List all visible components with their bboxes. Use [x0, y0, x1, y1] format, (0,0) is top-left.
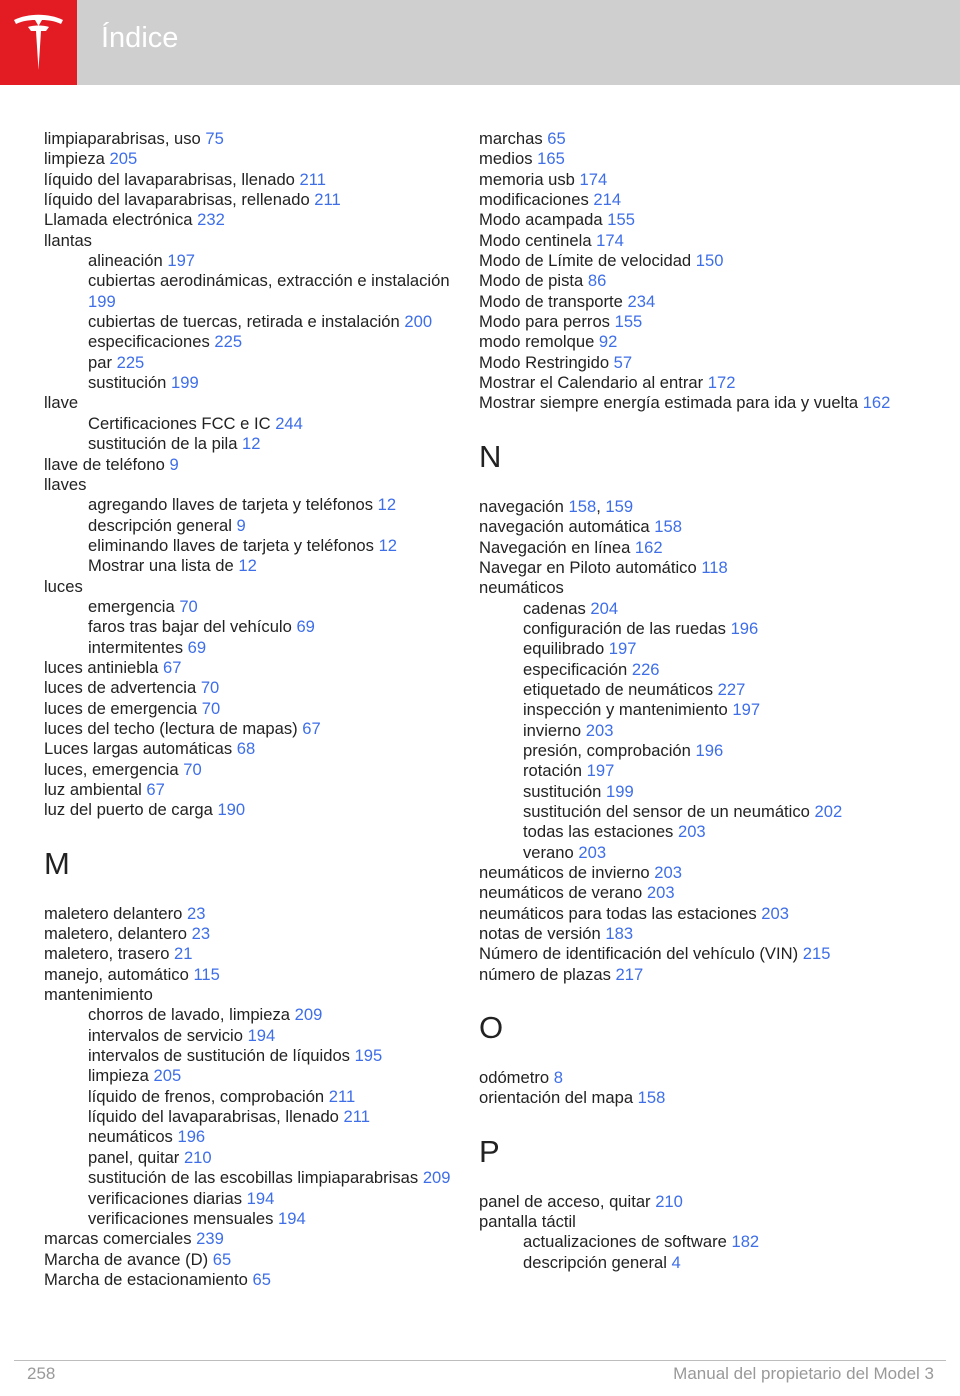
index-subentry: [44, 1148, 464, 1168]
index-entry: [479, 944, 899, 964]
page-reference-link[interactable]: 172: [707, 373, 736, 393]
index-term: cubiertas aerodinámicas, extracción e instalación: [88, 271, 450, 291]
index-entry: [479, 965, 899, 985]
index-section-heading: M: [44, 845, 70, 881]
index-subentry: [44, 516, 464, 536]
page-reference-link[interactable]: 65: [212, 1249, 232, 1269]
page-reference-link[interactable]: 23: [186, 903, 206, 923]
page-reference-link[interactable]: 203: [585, 720, 614, 740]
index-section-heading: O: [479, 1010, 504, 1046]
index-entry: [44, 1250, 464, 1270]
index-subentry: [44, 1209, 464, 1229]
page-reference-link[interactable]: 196: [177, 1127, 206, 1147]
page-reference-link[interactable]: 196: [695, 740, 724, 760]
index-term: especificaciones: [88, 332, 215, 352]
index-term: neumáticos: [479, 578, 564, 598]
index-term: neumáticos: [88, 1127, 178, 1147]
index-entry: [44, 210, 464, 230]
page-reference-link[interactable]: 8: [553, 1068, 563, 1088]
index-term: luz ambiental: [44, 780, 147, 799]
index-term: memoria usb: [479, 169, 580, 189]
page-reference-link[interactable]: 70: [200, 678, 220, 698]
page-reference-link[interactable]: 68: [236, 739, 256, 759]
index-term: intervalos de sustitución de líquidos: [88, 1046, 355, 1066]
index-term: luces antiniebla: [44, 657, 164, 677]
index-term: eliminando llaves de tarjeta y teléfonos: [88, 535, 379, 555]
index-term: invierno: [523, 720, 586, 740]
index-term: panel de acceso, quitar: [479, 1191, 656, 1211]
index-entry: [44, 149, 464, 169]
page-reference-link[interactable]: 197: [167, 251, 196, 271]
page-reference-link[interactable]: 197: [732, 700, 761, 720]
index-entry: [44, 780, 464, 800]
index-subentry: [479, 802, 899, 822]
index-entry: [44, 904, 464, 924]
page-reference-link[interactable]: 203: [578, 842, 607, 862]
index-entry: [44, 739, 464, 759]
index-term: neumáticos para todas las estaciones: [479, 903, 762, 923]
index-section-heading: P: [479, 1133, 500, 1169]
index-subentry: [44, 312, 464, 332]
page-reference-link[interactable]: 155: [607, 210, 635, 230]
index-term: luces del techo (lectura de mapas): [44, 718, 303, 738]
index-subentry: [44, 434, 464, 454]
index-entry: [479, 373, 899, 393]
index-term: alineación: [88, 251, 168, 271]
index-term: Número de identificación del vehículo (VIN): [479, 944, 803, 964]
index-entry: [479, 251, 899, 271]
page-reference-link[interactable]: 203: [677, 822, 706, 842]
index-term: Llamada electrónica: [44, 210, 198, 230]
page-reference-link[interactable]: 9: [169, 454, 179, 474]
page-reference-link[interactable]: 204: [590, 598, 619, 618]
page-reference-link[interactable]: 21: [174, 944, 193, 964]
footer-divider: [14, 1360, 946, 1361]
page-reference-link[interactable]: 195: [354, 1046, 383, 1066]
page-reference-link[interactable]: 203: [654, 863, 682, 882]
index-entry: [479, 904, 899, 924]
index-entry: [479, 210, 899, 230]
page-reference-link[interactable]: 232: [197, 210, 225, 230]
page-reference-link[interactable]: 67: [302, 718, 321, 738]
index-term: maletero delantero: [44, 903, 187, 923]
index-entry: [479, 538, 899, 558]
index-subentry: [44, 1005, 464, 1025]
page-reference-link[interactable]: 214: [593, 190, 622, 210]
index-entry: [479, 1192, 899, 1212]
index-term: todas las estaciones: [523, 822, 678, 842]
index-term: Modo centinela: [479, 230, 597, 250]
index-term: sustitución del sensor de un neumático: [523, 801, 815, 821]
index-entry: [44, 719, 464, 739]
page-reference-link[interactable]: 196: [730, 618, 759, 638]
index-entry: [479, 517, 899, 537]
manual-title: Manual del propietario del Model 3: [673, 1364, 934, 1383]
index-entry: [44, 658, 464, 678]
index-subentry: [44, 617, 464, 637]
index-term: neumáticos de invierno: [479, 863, 655, 882]
index-entry: [479, 393, 899, 413]
index-term: cadenas: [523, 598, 591, 618]
page-reference-link[interactable]: 23: [191, 924, 211, 944]
page-reference-link[interactable]: 239: [196, 1229, 224, 1249]
index-term: panel, quitar: [88, 1147, 184, 1167]
index-term: Modo de transporte: [479, 291, 628, 311]
index-term: sustitución de las escobillas limpiaparabrisas: [88, 1168, 423, 1188]
index-subentry: [44, 536, 464, 556]
page-reference-link[interactable]: 69: [187, 637, 207, 657]
page-reference-link[interactable]: 70: [201, 698, 221, 718]
page-reference-link[interactable]: 199: [606, 781, 634, 801]
page-reference-link[interactable]: 200: [404, 312, 433, 332]
index-subentry: [44, 1066, 464, 1086]
index-entry: [479, 129, 899, 149]
index-term: intervalos de servicio: [88, 1025, 248, 1045]
index-term: orientación del mapa: [479, 1088, 638, 1108]
page-reference-link[interactable]: 12: [238, 556, 257, 576]
page-reference-link[interactable]: 165: [537, 149, 565, 169]
index-term: etiquetado de neumáticos: [523, 679, 718, 699]
index-term: mantenimiento: [44, 985, 153, 1005]
index-entry: [44, 924, 464, 944]
index-subentry: [479, 700, 899, 720]
index-entry: [479, 558, 899, 578]
page-header: [0, 0, 960, 85]
index-subentry: [44, 1026, 464, 1046]
index-term: número de plazas: [479, 964, 616, 984]
index-entry: [479, 170, 899, 190]
index-entry: [479, 863, 899, 883]
index-term: líquido del lavaparabrisas, llenado: [88, 1107, 344, 1127]
index-term: odómetro: [479, 1068, 554, 1088]
index-entry: [479, 353, 899, 373]
index-term: actualizaciones de software: [523, 1232, 732, 1252]
page-reference-link[interactable]: 210: [655, 1191, 683, 1211]
index-term: llave de teléfono: [44, 454, 170, 474]
index-term: marchas: [479, 129, 548, 148]
index-subentry: [479, 843, 899, 863]
page-reference-link[interactable]: 162: [862, 393, 891, 413]
index-subentry: [44, 1168, 464, 1188]
index-entry: [44, 475, 464, 495]
index-entry: [479, 1088, 899, 1108]
index-entry: [44, 129, 464, 149]
index-subentry: [44, 1046, 464, 1066]
page-reference-link[interactable]: 86: [587, 271, 607, 291]
index-column-left: [44, 129, 464, 1290]
index-term: notas de versión: [479, 924, 606, 944]
page-reference-link[interactable]: 174: [596, 230, 624, 250]
page-reference-link[interactable]: 155: [614, 312, 643, 332]
index-entry: [479, 883, 899, 903]
index-term: Mostrar el Calendario al entrar: [479, 373, 708, 393]
page-reference-link[interactable]: 9: [236, 515, 246, 535]
page-reference-link[interactable]: 199: [88, 291, 116, 311]
tesla-logo-icon: [12, 14, 65, 70]
index-term: verificaciones mensuales: [88, 1208, 278, 1228]
page-reference-link[interactable]: 225: [214, 332, 243, 352]
page-reference-link[interactable]: 57: [613, 352, 633, 372]
page-reference-link[interactable]: 70: [179, 596, 198, 616]
index-term: maletero, trasero: [44, 944, 175, 964]
index-subentry: [479, 660, 899, 680]
page-reference-link[interactable]: 69: [296, 617, 315, 637]
page-reference-link[interactable]: 12: [377, 495, 397, 515]
index-term: presión, comprobación: [523, 740, 696, 760]
index-term: limpieza: [88, 1066, 154, 1086]
page-reference-link[interactable]: 225: [116, 352, 145, 372]
index-subentry: [479, 1253, 899, 1273]
index-term: manejo, automático: [44, 964, 194, 984]
page-reference-link[interactable]: 210: [183, 1147, 212, 1167]
index-term: sustitución: [88, 373, 172, 393]
index-term: inspección y mantenimiento: [523, 700, 733, 720]
index-term: Navegación en línea: [479, 537, 635, 557]
index-term: verano: [523, 842, 579, 862]
index-term: Modo Restringido: [479, 352, 614, 372]
index-term: Mostrar una lista de: [88, 556, 239, 576]
index-subentry: [479, 761, 899, 781]
index-entry: [479, 578, 899, 598]
index-entry: [44, 231, 464, 251]
index-term: Navegar en Piloto automático: [479, 557, 702, 577]
index-term: intermitentes: [88, 637, 188, 657]
page-reference-link[interactable]: 92: [598, 332, 618, 352]
page-reference-link[interactable]: 205: [153, 1066, 182, 1086]
index-subentry: [44, 332, 464, 352]
index-term: navegación automática: [479, 517, 655, 537]
index-entry: [479, 1212, 899, 1232]
index-term: cubiertas de tuercas, retirada e instalación: [88, 312, 405, 332]
index-entry: [479, 924, 899, 944]
index-term: Mostrar siempre energía estimada para ida y vuelta: [479, 393, 863, 413]
index-term: medios: [479, 149, 538, 169]
index-entry: [44, 944, 464, 964]
index-term: emergencia: [88, 596, 180, 616]
index-subentry: [44, 638, 464, 658]
page-reference-link[interactable]: 202: [814, 801, 843, 821]
page-reference-link[interactable]: 194: [246, 1188, 275, 1208]
index-term: Certificaciones FCC e IC: [88, 413, 276, 433]
index-subentry: [479, 1232, 899, 1252]
index-subentry: [44, 495, 464, 515]
index-subentry: [479, 782, 899, 802]
page-reference-link[interactable]: 150: [695, 251, 724, 271]
index-entry: [479, 1068, 899, 1088]
page-title: Índice: [101, 22, 179, 54]
index-entry: [44, 190, 464, 210]
brand-logo: [0, 0, 77, 85]
index-entry: [44, 1270, 464, 1290]
index-entry: [44, 678, 464, 698]
index-term: verificaciones diarias: [88, 1188, 247, 1208]
page-reference-link[interactable]: 118: [701, 557, 728, 577]
index-term: sustitución de la pila: [88, 434, 243, 454]
index-entry: [479, 332, 899, 352]
index-subentry: [44, 353, 464, 373]
index-term: equilibrado: [523, 639, 609, 659]
page-reference-link[interactable]: 12: [242, 434, 261, 454]
index-term: descripción general: [88, 515, 237, 535]
index-entry: [44, 170, 464, 190]
page-reference-link[interactable]: 227: [717, 679, 746, 699]
index-term: líquido del lavaparabrisas, llenado: [44, 169, 300, 189]
index-term: especificación: [523, 659, 632, 679]
index-term: chorros de lavado, limpieza: [88, 1005, 295, 1025]
page-reference-link[interactable]: 215: [802, 944, 831, 964]
page-reference-link[interactable]: 209: [422, 1168, 451, 1188]
index-entry: [44, 393, 464, 413]
page-reference-link[interactable]: 162: [634, 537, 663, 557]
page-reference-link[interactable]: 203: [646, 883, 675, 903]
page-reference-link[interactable]: 182: [731, 1232, 760, 1252]
page-reference-link[interactable]: 158: [568, 496, 597, 516]
index-subentry: [44, 1189, 464, 1209]
page-reference-link[interactable]: 199: [171, 373, 199, 393]
index-term: luces de advertencia: [44, 678, 201, 698]
index-subentry: [479, 721, 899, 741]
index-subentry: [479, 619, 899, 639]
index-term: Luces largas automáticas: [44, 739, 237, 759]
index-term: faros tras bajar del vehículo: [88, 617, 297, 637]
index-term: líquido de frenos, comprobación: [88, 1086, 329, 1106]
index-term: modo remolque: [479, 332, 599, 352]
index-term: líquido del lavaparabrisas, rellenado: [44, 190, 315, 210]
index-term: sustitución: [523, 781, 607, 801]
index-term: Marcha de avance (D): [44, 1249, 213, 1269]
page-reference-link[interactable]: 115: [193, 964, 220, 984]
page-reference-link[interactable]: 67: [163, 657, 182, 677]
index-term: agregando llaves de tarjeta y teléfonos: [88, 495, 378, 515]
index-entry: [44, 800, 464, 820]
index-term: Modo para perros: [479, 312, 615, 332]
page-reference-link[interactable]: 205: [109, 149, 138, 169]
page-number: 258: [27, 1364, 56, 1383]
page-reference-link[interactable]: 4: [671, 1252, 681, 1272]
index-term: maletero, delantero: [44, 924, 192, 944]
index-term: llave: [44, 393, 79, 413]
index-term: Modo de Límite de velocidad: [479, 251, 696, 271]
page-reference-link[interactable]: 211: [343, 1107, 370, 1127]
index-term: llantas: [44, 230, 92, 250]
index-subentry: [44, 373, 464, 393]
page-reference-link[interactable]: 75: [205, 129, 224, 148]
index-subentry: [479, 680, 899, 700]
page-reference-link[interactable]: 12: [378, 535, 398, 555]
index-entry: [44, 985, 464, 1005]
index-term: configuración de las ruedas: [523, 618, 731, 638]
index-entry: [479, 190, 899, 210]
page-reference-link[interactable]: 211: [299, 169, 326, 189]
page-reference-link[interactable]: 244: [275, 413, 303, 433]
page-reference-link[interactable]: 203: [761, 903, 789, 923]
index-term: modificaciones: [479, 190, 594, 210]
index-column-right: [479, 129, 899, 1273]
page-reference-link[interactable]: 70: [183, 759, 202, 779]
index-subentry: [44, 597, 464, 617]
index-term: luz del puerto de carga: [44, 800, 218, 820]
index-subentry: [44, 1127, 464, 1147]
page-reference-link[interactable]: 209: [294, 1005, 323, 1025]
index-term: Modo acampada: [479, 210, 608, 230]
page-reference-link[interactable]: 194: [247, 1025, 276, 1045]
index-term: Modo de pista: [479, 271, 588, 291]
index-term: luces: [44, 576, 83, 596]
index-entry: [479, 292, 899, 312]
index-subentry: [44, 251, 464, 271]
index-entry: [479, 231, 899, 251]
page-reference-link[interactable]: 234: [627, 291, 656, 311]
index-entry: [44, 760, 464, 780]
index-entry: [44, 577, 464, 597]
index-subentry: [44, 271, 464, 312]
index-subentry: [44, 1107, 464, 1127]
index-entry: [44, 1229, 464, 1249]
page-reference-link[interactable]: 194: [278, 1208, 306, 1228]
page-reference-link[interactable]: 190: [217, 800, 246, 820]
index-subentry: [479, 639, 899, 659]
page-reference-link[interactable]: 211: [328, 1086, 356, 1106]
index-term: llaves: [44, 474, 87, 494]
index-term: pantalla táctil: [479, 1212, 576, 1232]
page-reference-link[interactable]: 65: [252, 1269, 271, 1289]
page-reference-link[interactable]: 174: [579, 169, 608, 189]
index-term: par: [88, 352, 117, 372]
page-reference-link[interactable]: 158: [637, 1088, 666, 1108]
page-reference-link[interactable]: 226: [631, 659, 660, 679]
index-subentry: [479, 741, 899, 761]
index-entry: [479, 312, 899, 332]
index-term: luces de emergencia: [44, 698, 202, 718]
page-reference-link[interactable]: 183: [605, 924, 634, 944]
index-section-heading: N: [479, 438, 502, 474]
page-reference-link[interactable]: 67: [146, 780, 165, 799]
index-term: marcas comerciales: [44, 1229, 197, 1249]
index-term: luces, emergencia: [44, 759, 184, 779]
index-subentry: [479, 599, 899, 619]
page-reference-link[interactable]: 197: [586, 761, 615, 781]
index-term: limpiaparabrisas, uso: [44, 129, 206, 148]
index-subentry: [44, 414, 464, 434]
index-subentry: [44, 1087, 464, 1107]
index-term: descripción general: [523, 1252, 672, 1272]
index-entry: [44, 699, 464, 719]
page-reference-link[interactable]: 211: [314, 190, 341, 210]
index-entry: [479, 149, 899, 169]
page-reference-link[interactable]: 197: [608, 639, 637, 659]
index-subentry: [479, 822, 899, 842]
index-entry: [479, 271, 899, 291]
page-reference-link[interactable]: 65: [547, 129, 566, 148]
index-term: Marcha de estacionamiento: [44, 1269, 253, 1289]
page-reference-link[interactable]: 217: [615, 964, 644, 984]
index-term: limpieza: [44, 149, 110, 169]
index-term: rotación: [523, 761, 587, 781]
index-entry: [44, 455, 464, 475]
index-term: neumáticos de verano: [479, 883, 647, 903]
page-reference-link[interactable]: 159: [605, 496, 634, 516]
index-entry: [44, 965, 464, 985]
index-term: navegación: [479, 496, 569, 516]
page-reference-link[interactable]: 158: [654, 517, 682, 537]
index-subentry: [44, 556, 464, 576]
index-entry: navegación 158, 159: [479, 496, 634, 516]
